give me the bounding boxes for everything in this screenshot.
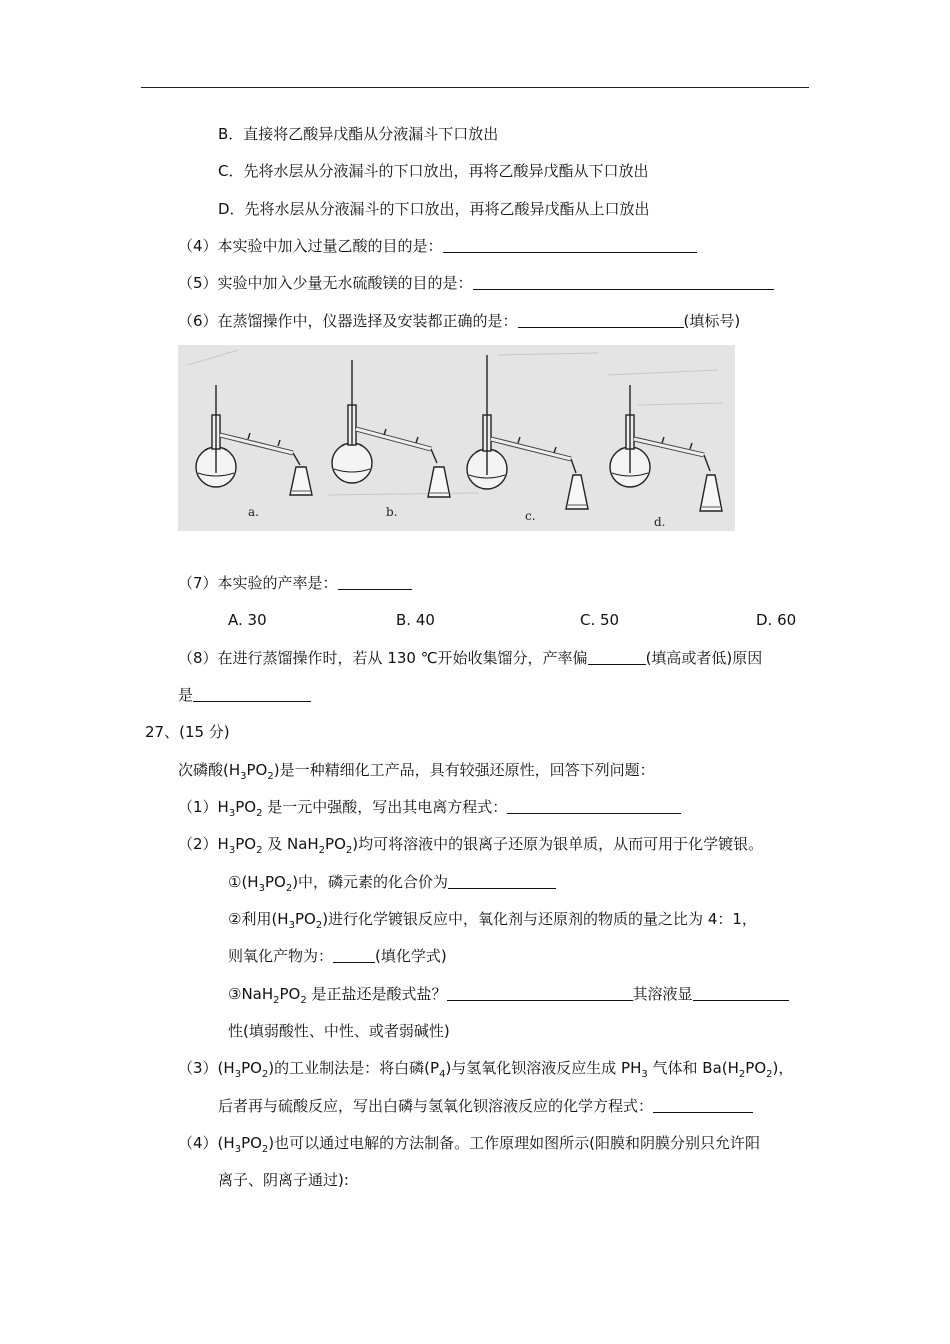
- header-rule: [141, 87, 809, 88]
- question-27-1: $(1)H_3PO_2$ 是一元中强酸，写出其电离方程式：: [178, 797, 681, 817]
- apparatus-label-b: b.: [386, 505, 398, 519]
- answer-blank[interactable]: [588, 650, 646, 665]
- question-27-4: $(4)(H_3PO_2)$也可以通过电解的方法制备。工作原理如图所示(阳膜和阴膜分别只允许阳: [178, 1134, 761, 1155]
- question-27-3: $(3)(H_3PO_2)$的工业制法是：将白磷$(P_4)$与氢氧化钡溶液反应生成 $PH_3$ 气体和 $Ba(H_2PO_2)$，: [178, 1059, 794, 1080]
- question-8-cont: 是: [178, 685, 311, 705]
- question-27-3-cont: 后者再与硫酸反应，写出白磷与氢氧化钡溶液反应的化学方程式：: [218, 1096, 753, 1116]
- apparatus-label-c: c.: [525, 509, 536, 523]
- question-8: （8）在进行蒸馏操作时，若从 130 ℃开始收集馏分，产率偏 (填高或者低)原因: [178, 649, 763, 667]
- option-7a: A. 30: [228, 611, 267, 629]
- option-7b: B. 40: [396, 611, 435, 629]
- question-27-2-3: $③NaH_2PO_2$ 是正盐还是酸式盐？ 其溶液显: [228, 984, 789, 1004]
- option-d: D．先将水层从分液漏斗的下口放出，再将乙酸异戊酯从上口放出: [218, 200, 650, 218]
- distillation-apparatus-figure: [178, 345, 735, 531]
- question-27-2-2-cont: 则氧化产物为： (填化学式): [228, 947, 447, 965]
- question-27-2-1: $①(H_3PO_2)$中，磷元素的化合价为: [228, 872, 556, 892]
- answer-blank[interactable]: [473, 275, 774, 290]
- answer-blank[interactable]: [338, 575, 412, 590]
- question-27-intro: 次磷酸$(H_3PO_2)$是一种精细化工产品，具有较强还原性，回答下列问题：: [178, 761, 655, 782]
- question-5: （5）实验中加入少量无水硫酸镁的目的是：: [178, 273, 774, 293]
- answer-blank[interactable]: [448, 874, 556, 889]
- answer-blank[interactable]: [193, 687, 311, 702]
- option-c: C．先将水层从分液漏斗的下口放出，再将乙酸异戊酯从下口放出: [218, 162, 649, 180]
- question-6: （6）在蒸馏操作中，仪器选择及安装都正确的是： (填标号): [178, 312, 741, 330]
- question-7: （7）本实验的产率是：: [178, 573, 412, 593]
- option-b: B．直接将乙酸异戊酯从分液漏斗下口放出: [218, 125, 499, 143]
- question-27-2: $(2)H_3PO_2$ 及 $NaH_2PO_2$)均可将溶液中的银离子还原为银单质，从而可用于化学镀银。: [178, 835, 764, 856]
- option-7d: D. 60: [756, 611, 797, 629]
- answer-blank[interactable]: [693, 986, 789, 1001]
- answer-blank[interactable]: [507, 799, 681, 814]
- question-27-2-3-cont: 性(填弱酸性、中性、或者弱碱性): [228, 1022, 450, 1040]
- answer-blank[interactable]: [443, 238, 697, 253]
- question-4: （4）本实验中加入过量乙酸的目的是：: [178, 236, 697, 256]
- option-7c: C. 50: [580, 611, 620, 629]
- answer-blank[interactable]: [518, 313, 684, 328]
- question-27-2-2: ②利用$(H_3PO_2)$进行化学镀银反应中，氧化剂与还原剂的物质的量之比为 4：1，: [228, 910, 757, 931]
- apparatus-drawing: [178, 345, 735, 531]
- answer-blank[interactable]: [447, 986, 633, 1001]
- question-27-header: 27、(15 分): [145, 723, 230, 741]
- apparatus-label-d: d.: [654, 515, 666, 529]
- question-27-4-cont: 离子、阴离子通过):: [218, 1171, 349, 1189]
- answer-blank[interactable]: [653, 1098, 753, 1113]
- answer-blank[interactable]: [333, 948, 375, 963]
- apparatus-label-a: a.: [248, 505, 259, 519]
